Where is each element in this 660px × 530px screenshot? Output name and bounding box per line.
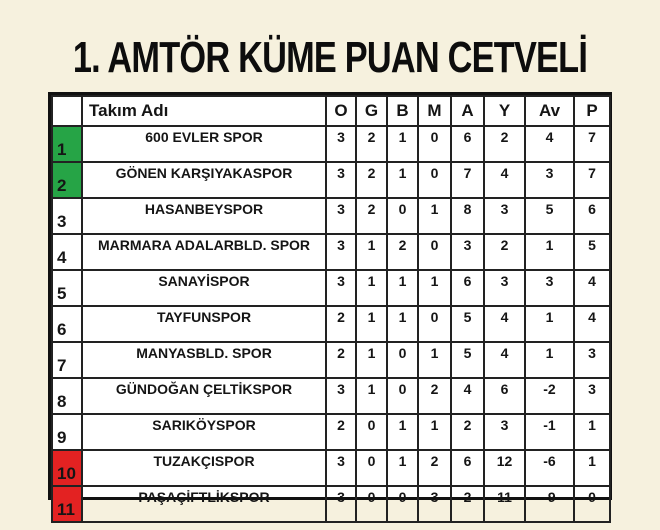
goal-difference-cell: -2	[525, 378, 574, 414]
table-header-row	[52, 96, 610, 126]
lost-cell: 2	[418, 450, 451, 486]
played-cell: 3	[326, 234, 356, 270]
points-cell: 0	[574, 486, 610, 522]
team-name-cell: MANYASBLD. SPOR	[82, 342, 326, 378]
lost-cell: 3	[418, 486, 451, 522]
rank-cell: 1	[52, 126, 82, 162]
won-cell: 1	[356, 342, 387, 378]
goal-difference-cell: 1	[525, 306, 574, 342]
lost-cell: 1	[418, 342, 451, 378]
won-cell: 1	[356, 378, 387, 414]
goal-difference-cell: 4	[525, 126, 574, 162]
header-goals-against: Y	[484, 96, 525, 126]
goals-for-cell: 2	[451, 414, 484, 450]
drawn-cell: 1	[387, 306, 418, 342]
header-lost: M	[418, 96, 451, 126]
points-cell: 7	[574, 162, 610, 198]
table-row	[52, 198, 610, 234]
rank-cell: 8	[52, 378, 82, 414]
rank-cell: 9	[52, 414, 82, 450]
played-cell: 3	[326, 486, 356, 522]
goals-for-cell: 6	[451, 270, 484, 306]
goals-against-cell: 3	[484, 270, 525, 306]
team-name-cell: 600 EVLER SPOR	[82, 126, 326, 162]
won-cell: 1	[356, 306, 387, 342]
team-name-cell: GÜNDOĞAN ÇELTİKSPOR	[82, 378, 326, 414]
goals-against-cell: 4	[484, 162, 525, 198]
points-cell: 7	[574, 126, 610, 162]
lost-cell: 1	[418, 270, 451, 306]
header-goals-for: A	[451, 96, 484, 126]
drawn-cell: 1	[387, 450, 418, 486]
lost-cell: 2	[418, 378, 451, 414]
drawn-cell: 0	[387, 378, 418, 414]
rank-cell: 3	[52, 198, 82, 234]
lost-cell: 1	[418, 414, 451, 450]
goals-for-cell: 2	[451, 486, 484, 522]
team-name-cell: PAŞAÇİFTLİKSPOR	[82, 486, 326, 522]
points-cell: 4	[574, 306, 610, 342]
rank-cell: 11	[52, 486, 82, 522]
table-row	[52, 414, 610, 450]
goal-difference-cell: -6	[525, 450, 574, 486]
played-cell: 2	[326, 306, 356, 342]
rank-cell: 10	[52, 450, 82, 486]
table-row	[52, 306, 610, 342]
drawn-cell: 0	[387, 198, 418, 234]
points-cell: 3	[574, 342, 610, 378]
team-name-cell: TUZAKÇISPOR	[82, 450, 326, 486]
table-row	[52, 486, 610, 522]
goal-difference-cell: 1	[525, 234, 574, 270]
points-cell: 1	[574, 414, 610, 450]
header-played: O	[326, 96, 356, 126]
rank-cell: 5	[52, 270, 82, 306]
goals-against-cell: 12	[484, 450, 525, 486]
won-cell: 1	[356, 234, 387, 270]
played-cell: 3	[326, 270, 356, 306]
goal-difference-cell: -9	[525, 486, 574, 522]
header-points: P	[574, 96, 610, 126]
drawn-cell: 1	[387, 270, 418, 306]
won-cell: 0	[356, 450, 387, 486]
played-cell: 3	[326, 126, 356, 162]
standings-table	[51, 95, 611, 523]
team-name-cell: HASANBEYSPOR	[82, 198, 326, 234]
goals-for-cell: 6	[451, 126, 484, 162]
points-cell: 3	[574, 378, 610, 414]
drawn-cell: 1	[387, 414, 418, 450]
goals-against-cell: 4	[484, 306, 525, 342]
lost-cell: 0	[418, 306, 451, 342]
team-name-cell: SANAYİSPOR	[82, 270, 326, 306]
drawn-cell: 1	[387, 162, 418, 198]
won-cell: 2	[356, 162, 387, 198]
header-team: Takım Adı	[82, 96, 326, 126]
played-cell: 3	[326, 378, 356, 414]
goals-for-cell: 7	[451, 162, 484, 198]
rank-cell: 6	[52, 306, 82, 342]
header-won: G	[356, 96, 387, 126]
lost-cell: 0	[418, 234, 451, 270]
table-row	[52, 162, 610, 198]
played-cell: 3	[326, 162, 356, 198]
goals-for-cell: 4	[451, 378, 484, 414]
won-cell: 2	[356, 126, 387, 162]
goals-for-cell: 8	[451, 198, 484, 234]
played-cell: 3	[326, 198, 356, 234]
goal-difference-cell: 3	[525, 270, 574, 306]
played-cell: 3	[326, 450, 356, 486]
goals-against-cell: 2	[484, 234, 525, 270]
lost-cell: 0	[418, 162, 451, 198]
table-row	[52, 450, 610, 486]
played-cell: 2	[326, 414, 356, 450]
played-cell: 2	[326, 342, 356, 378]
points-cell: 1	[574, 450, 610, 486]
points-cell: 5	[574, 234, 610, 270]
goal-difference-cell: 5	[525, 198, 574, 234]
won-cell: 0	[356, 486, 387, 522]
table-row	[52, 234, 610, 270]
table-row	[52, 126, 610, 162]
table-row	[52, 270, 610, 306]
won-cell: 0	[356, 414, 387, 450]
goal-difference-cell: 3	[525, 162, 574, 198]
team-name-cell: SARIKÖYSPOR	[82, 414, 326, 450]
team-name-cell: TAYFUNSPOR	[82, 306, 326, 342]
rank-cell: 2	[52, 162, 82, 198]
drawn-cell: 0	[387, 342, 418, 378]
goals-against-cell: 2	[484, 126, 525, 162]
goals-against-cell: 4	[484, 342, 525, 378]
won-cell: 1	[356, 270, 387, 306]
won-cell: 2	[356, 198, 387, 234]
lost-cell: 1	[418, 198, 451, 234]
header-drawn: B	[387, 96, 418, 126]
goals-for-cell: 3	[451, 234, 484, 270]
header-goal-difference: Av	[525, 96, 574, 126]
goals-against-cell: 3	[484, 414, 525, 450]
table-row	[52, 378, 610, 414]
goals-for-cell: 5	[451, 306, 484, 342]
drawn-cell: 2	[387, 234, 418, 270]
goal-difference-cell: -1	[525, 414, 574, 450]
points-cell: 6	[574, 198, 610, 234]
drawn-cell: 1	[387, 126, 418, 162]
points-cell: 4	[574, 270, 610, 306]
page-title: 1. AMTÖR KÜME PUAN CETVELİ	[72, 33, 588, 82]
rank-cell: 4	[52, 234, 82, 270]
goal-difference-cell: 1	[525, 342, 574, 378]
goals-against-cell: 3	[484, 198, 525, 234]
goals-for-cell: 6	[451, 450, 484, 486]
goals-for-cell: 5	[451, 342, 484, 378]
team-name-cell: MARMARA ADALARBLD. SPOR	[82, 234, 326, 270]
rank-cell: 7	[52, 342, 82, 378]
header-rank	[52, 96, 82, 126]
drawn-cell: 0	[387, 486, 418, 522]
goals-against-cell: 6	[484, 378, 525, 414]
standings-table-frame	[48, 92, 612, 519]
lost-cell: 0	[418, 126, 451, 162]
table-row	[52, 342, 610, 378]
goals-against-cell: 11	[484, 486, 525, 522]
team-name-cell: GÖNEN KARŞIYAKASPOR	[82, 162, 326, 198]
